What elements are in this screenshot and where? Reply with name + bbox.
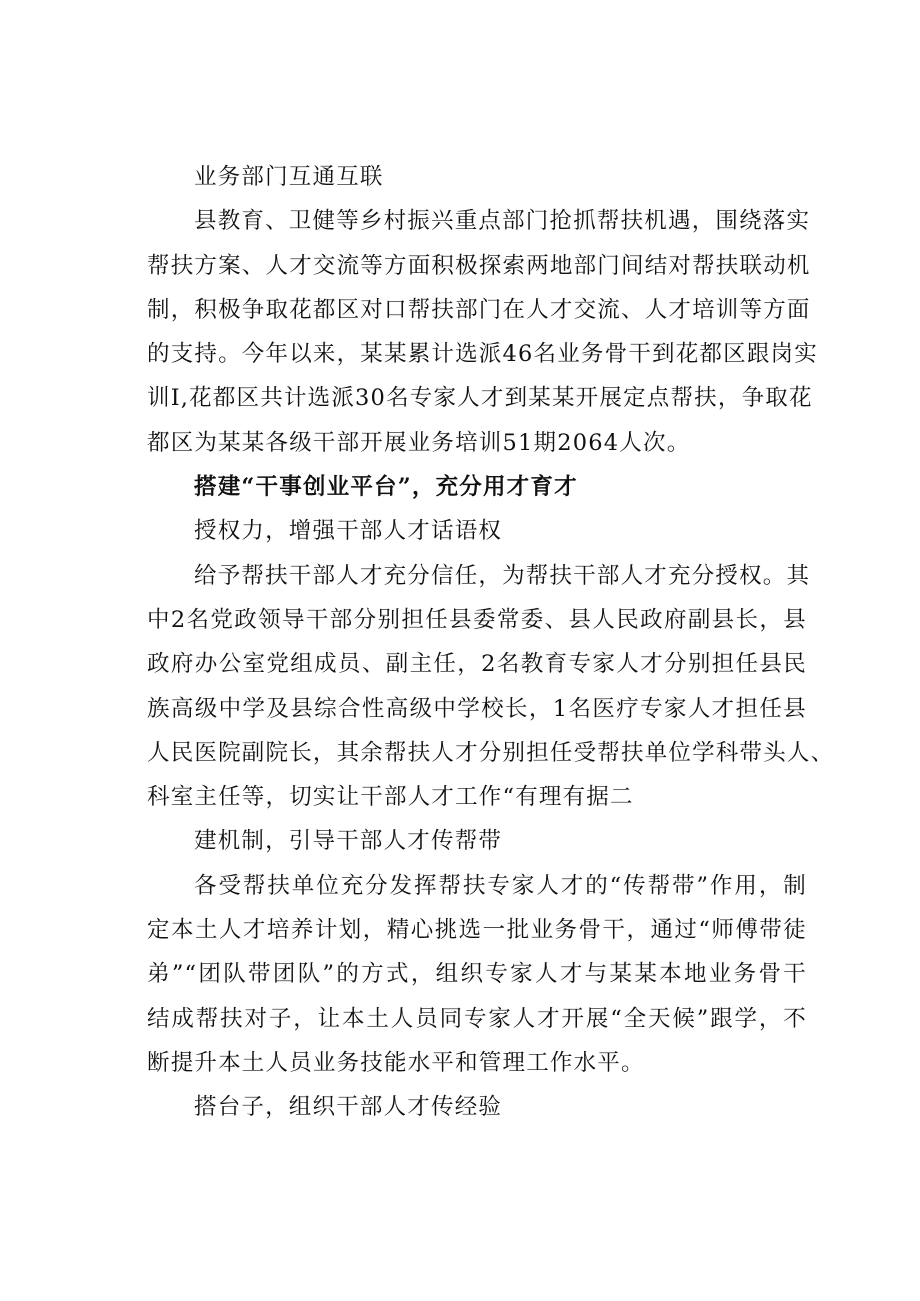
paragraph-line: 弟”“团队带团队”的方式，组织专家人才与某某本地业务骨干 <box>147 961 807 988</box>
document-body <box>147 155 835 1130</box>
paragraph-line: 中2名党政领导干部分别担任县委常委、县人民政府副县长，县 <box>147 606 807 633</box>
paragraph-line: 制，积极争取花都区对口帮扶部门在人才交流、人才培训等方面 <box>147 296 811 323</box>
paragraph-line: 人民医院副院长，其余帮扶人才分别担任受帮扶单位学科带头人、 <box>147 739 835 766</box>
paragraph-line: 各受帮扶单位充分发挥帮扶专家人才的“传帮带”作用，制 <box>194 872 807 899</box>
paragraph-line: 给予帮扶干部人才充分信任，为帮扶干部人才充分授权。其 <box>194 562 811 589</box>
section-heading: 搭建“干事创业平台”，充分用才育才 <box>194 474 578 501</box>
paragraph-line: 断提升本土人员业务技能水平和管理工作水平。 <box>147 1049 645 1076</box>
paragraph-line: 的支持。今年以来，某某累计选派46名业务骨干到花都区跟岗实 <box>147 341 818 368</box>
paragraph-line: 定本土人才培养计划，精心挑选一批业务骨干，通过“师傅带徒 <box>147 917 807 944</box>
paragraph-line: 帮扶方案、人才交流等方面积极探索两地部门间结对帮扶联动机 <box>147 252 811 279</box>
paragraph-line: 训I,花都区共计选派30名专家人才到某某开展定点帮扶，争取花 <box>147 385 813 412</box>
paragraph-line: 县教育、卫健等乡村振兴重点部门抢抓帮扶机遇，围绕落实 <box>194 208 811 235</box>
paragraph-line: 结成帮扶对子，让本土人员同专家人才开展“全天候”跟学，不 <box>147 1005 807 1032</box>
paragraph-line: 政府办公室党组成员、副主任，2名教育专家人才分别担任县民 <box>147 651 807 678</box>
subheading-line: 业务部门互通互联 <box>194 164 384 190</box>
subheading-line: 搭台子，组织干部人才传经验 <box>194 1094 503 1121</box>
paragraph-line: 都区为某某各级干部开展业务培训51期2064人次。 <box>147 429 691 456</box>
subheading-line: 授权力，增强干部人才话语权 <box>194 518 503 545</box>
paragraph-line: 族高级中学及县综合性高级中学校长，1名医疗专家人才担任县 <box>147 695 807 722</box>
paragraph-line: 科室主任等，切实让干部人才工作“有理有据二 <box>147 784 634 811</box>
subheading-line: 建机制，引导干部人才传帮带 <box>194 828 503 855</box>
